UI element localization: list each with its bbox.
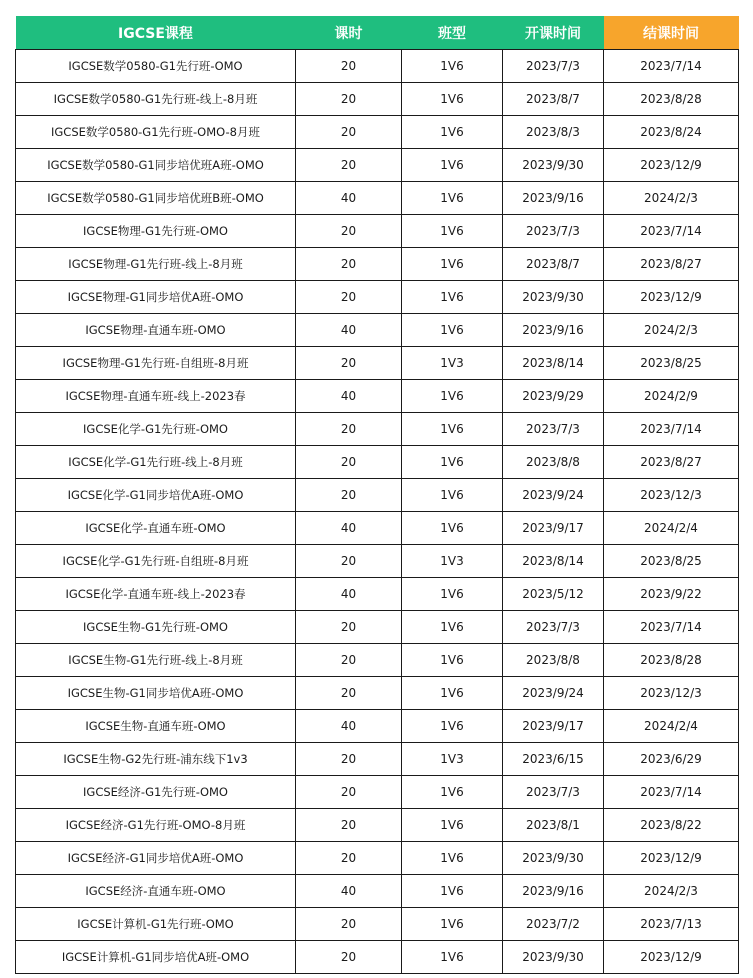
end-date-cell: 2023/7/14 [604, 776, 739, 809]
start-date-cell: 2023/8/8 [503, 446, 604, 479]
course-name-cell: IGCSE经济-G1同步培优A班-OMO [16, 842, 296, 875]
table-row [16, 743, 739, 776]
end-date-cell: 2023/7/14 [604, 50, 739, 83]
table-row [16, 479, 739, 512]
class-type-cell: 1V6 [402, 281, 503, 314]
course-name-cell: IGCSE物理-G1先行班-自组班-8月班 [16, 347, 296, 380]
table-row [16, 446, 739, 479]
start-date-cell: 2023/6/15 [503, 743, 604, 776]
hours-cell: 20 [296, 413, 402, 446]
hours-cell: 40 [296, 182, 402, 215]
end-date-cell: 2023/12/9 [604, 281, 739, 314]
start-date-cell: 2023/9/30 [503, 149, 604, 182]
course-name-cell: IGCSE化学-G1先行班-OMO [16, 413, 296, 446]
course-table [15, 16, 739, 974]
end-date-cell: 2024/2/4 [604, 512, 739, 545]
class-type-cell: 1V6 [402, 941, 503, 974]
end-date-cell: 2023/12/3 [604, 677, 739, 710]
start-date-cell: 2023/8/1 [503, 809, 604, 842]
start-date-cell: 2023/8/7 [503, 83, 604, 116]
table-row [16, 578, 739, 611]
table-header [16, 16, 739, 50]
table-row [16, 677, 739, 710]
hours-cell: 20 [296, 842, 402, 875]
hours-cell: 20 [296, 776, 402, 809]
header-class-type: 班型 [402, 16, 503, 50]
table-row [16, 842, 739, 875]
start-date-cell: 2023/8/14 [503, 545, 604, 578]
end-date-cell: 2024/2/3 [604, 314, 739, 347]
end-date-cell: 2023/12/3 [604, 479, 739, 512]
end-date-cell: 2023/6/29 [604, 743, 739, 776]
class-type-cell: 1V6 [402, 149, 503, 182]
end-date-cell: 2023/12/9 [604, 149, 739, 182]
class-type-cell: 1V6 [402, 875, 503, 908]
course-name-cell: IGCSE物理-G1先行班-线上-8月班 [16, 248, 296, 281]
hours-cell: 20 [296, 446, 402, 479]
hours-cell: 20 [296, 281, 402, 314]
table-row [16, 908, 739, 941]
start-date-cell: 2023/9/16 [503, 875, 604, 908]
end-date-cell: 2023/7/14 [604, 611, 739, 644]
header-row [16, 16, 739, 50]
end-date-cell: 2023/8/27 [604, 248, 739, 281]
hours-cell: 20 [296, 83, 402, 116]
class-type-cell: 1V6 [402, 578, 503, 611]
start-date-cell: 2023/7/3 [503, 611, 604, 644]
course-name-cell: IGCSE数学0580-G1同步培优班B班-OMO [16, 182, 296, 215]
end-date-cell: 2023/8/28 [604, 644, 739, 677]
table-row [16, 149, 739, 182]
class-type-cell: 1V6 [402, 116, 503, 149]
end-date-cell: 2023/9/22 [604, 578, 739, 611]
table-row [16, 611, 739, 644]
table-row [16, 215, 739, 248]
table-body [16, 50, 739, 974]
end-date-cell: 2023/7/14 [604, 413, 739, 446]
class-type-cell: 1V6 [402, 446, 503, 479]
header-course: IGCSE课程 [16, 16, 296, 50]
table-row [16, 182, 739, 215]
hours-cell: 40 [296, 875, 402, 908]
start-date-cell: 2023/7/2 [503, 908, 604, 941]
end-date-cell: 2024/2/3 [604, 875, 739, 908]
table-row [16, 347, 739, 380]
hours-cell: 20 [296, 116, 402, 149]
class-type-cell: 1V6 [402, 611, 503, 644]
hours-cell: 20 [296, 908, 402, 941]
course-name-cell: IGCSE经济-G1先行班-OMO [16, 776, 296, 809]
class-type-cell: 1V6 [402, 50, 503, 83]
end-date-cell: 2024/2/9 [604, 380, 739, 413]
start-date-cell: 2023/5/12 [503, 578, 604, 611]
table-row [16, 809, 739, 842]
course-name-cell: IGCSE化学-G1先行班-线上-8月班 [16, 446, 296, 479]
course-name-cell: IGCSE生物-G2先行班-浦东线下1v3 [16, 743, 296, 776]
course-name-cell: IGCSE经济-直通车班-OMO [16, 875, 296, 908]
course-name-cell: IGCSE化学-直通车班-线上-2023春 [16, 578, 296, 611]
hours-cell: 20 [296, 248, 402, 281]
end-date-cell: 2023/12/9 [604, 941, 739, 974]
hours-cell: 20 [296, 479, 402, 512]
hours-cell: 20 [296, 149, 402, 182]
table-row [16, 281, 739, 314]
hours-cell: 40 [296, 578, 402, 611]
end-date-cell: 2023/12/9 [604, 842, 739, 875]
start-date-cell: 2023/9/17 [503, 512, 604, 545]
class-type-cell: 1V6 [402, 413, 503, 446]
table-row [16, 83, 739, 116]
header-start-date: 开课时间 [503, 16, 604, 50]
table-row [16, 776, 739, 809]
class-type-cell: 1V6 [402, 644, 503, 677]
hours-cell: 20 [296, 809, 402, 842]
end-date-cell: 2023/8/28 [604, 83, 739, 116]
end-date-cell: 2023/8/25 [604, 545, 739, 578]
course-name-cell: IGCSE数学0580-G1先行班-OMO-8月班 [16, 116, 296, 149]
start-date-cell: 2023/9/16 [503, 182, 604, 215]
start-date-cell: 2023/9/30 [503, 842, 604, 875]
start-date-cell: 2023/7/3 [503, 215, 604, 248]
course-name-cell: IGCSE化学-直通车班-OMO [16, 512, 296, 545]
course-name-cell: IGCSE数学0580-G1同步培优班A班-OMO [16, 149, 296, 182]
course-name-cell: IGCSE物理-G1先行班-OMO [16, 215, 296, 248]
course-schedule [15, 16, 738, 974]
table-row [16, 941, 739, 974]
start-date-cell: 2023/7/3 [503, 776, 604, 809]
start-date-cell: 2023/9/30 [503, 941, 604, 974]
class-type-cell: 1V6 [402, 380, 503, 413]
table-row [16, 413, 739, 446]
start-date-cell: 2023/8/3 [503, 116, 604, 149]
end-date-cell: 2024/2/3 [604, 182, 739, 215]
table-row [16, 248, 739, 281]
course-name-cell: IGCSE物理-直通车班-OMO [16, 314, 296, 347]
hours-cell: 20 [296, 677, 402, 710]
start-date-cell: 2023/9/24 [503, 479, 604, 512]
class-type-cell: 1V6 [402, 776, 503, 809]
header-hours: 课时 [296, 16, 402, 50]
course-name-cell: IGCSE计算机-G1同步培优A班-OMO [16, 941, 296, 974]
start-date-cell: 2023/7/3 [503, 413, 604, 446]
course-name-cell: IGCSE生物-G1同步培优A班-OMO [16, 677, 296, 710]
class-type-cell: 1V6 [402, 908, 503, 941]
course-name-cell: IGCSE生物-G1先行班-OMO [16, 611, 296, 644]
start-date-cell: 2023/9/24 [503, 677, 604, 710]
hours-cell: 20 [296, 743, 402, 776]
end-date-cell: 2023/7/13 [604, 908, 739, 941]
table-row [16, 875, 739, 908]
table-row [16, 644, 739, 677]
class-type-cell: 1V6 [402, 710, 503, 743]
table-row [16, 50, 739, 83]
class-type-cell: 1V3 [402, 545, 503, 578]
course-name-cell: IGCSE经济-G1先行班-OMO-8月班 [16, 809, 296, 842]
course-name-cell: IGCSE生物-直通车班-OMO [16, 710, 296, 743]
class-type-cell: 1V6 [402, 512, 503, 545]
course-name-cell: IGCSE物理-G1同步培优A班-OMO [16, 281, 296, 314]
end-date-cell: 2023/8/22 [604, 809, 739, 842]
start-date-cell: 2023/8/7 [503, 248, 604, 281]
class-type-cell: 1V6 [402, 314, 503, 347]
hours-cell: 40 [296, 710, 402, 743]
start-date-cell: 2023/8/8 [503, 644, 604, 677]
course-name-cell: IGCSE化学-G1同步培优A班-OMO [16, 479, 296, 512]
end-date-cell: 2023/8/25 [604, 347, 739, 380]
course-name-cell: IGCSE生物-G1先行班-线上-8月班 [16, 644, 296, 677]
course-name-cell: IGCSE数学0580-G1先行班-OMO [16, 50, 296, 83]
course-name-cell: IGCSE数学0580-G1先行班-线上-8月班 [16, 83, 296, 116]
class-type-cell: 1V6 [402, 479, 503, 512]
start-date-cell: 2023/9/30 [503, 281, 604, 314]
end-date-cell: 2023/7/14 [604, 215, 739, 248]
start-date-cell: 2023/7/3 [503, 50, 604, 83]
hours-cell: 40 [296, 314, 402, 347]
hours-cell: 40 [296, 380, 402, 413]
table-row [16, 512, 739, 545]
hours-cell: 20 [296, 545, 402, 578]
class-type-cell: 1V6 [402, 83, 503, 116]
start-date-cell: 2023/9/16 [503, 314, 604, 347]
hours-cell: 20 [296, 215, 402, 248]
hours-cell: 20 [296, 50, 402, 83]
end-date-cell: 2024/2/4 [604, 710, 739, 743]
start-date-cell: 2023/9/17 [503, 710, 604, 743]
header-end-date: 结课时间 [604, 16, 739, 50]
class-type-cell: 1V3 [402, 743, 503, 776]
start-date-cell: 2023/9/29 [503, 380, 604, 413]
table-row [16, 116, 739, 149]
end-date-cell: 2023/8/24 [604, 116, 739, 149]
class-type-cell: 1V6 [402, 677, 503, 710]
class-type-cell: 1V6 [402, 842, 503, 875]
table-row [16, 314, 739, 347]
table-row [16, 710, 739, 743]
start-date-cell: 2023/8/14 [503, 347, 604, 380]
hours-cell: 20 [296, 347, 402, 380]
end-date-cell: 2023/8/27 [604, 446, 739, 479]
course-name-cell: IGCSE物理-直通车班-线上-2023春 [16, 380, 296, 413]
course-name-cell: IGCSE化学-G1先行班-自组班-8月班 [16, 545, 296, 578]
hours-cell: 20 [296, 941, 402, 974]
hours-cell: 40 [296, 512, 402, 545]
class-type-cell: 1V6 [402, 215, 503, 248]
table-row [16, 380, 739, 413]
hours-cell: 20 [296, 644, 402, 677]
course-name-cell: IGCSE计算机-G1先行班-OMO [16, 908, 296, 941]
hours-cell: 20 [296, 611, 402, 644]
class-type-cell: 1V6 [402, 809, 503, 842]
class-type-cell: 1V6 [402, 182, 503, 215]
class-type-cell: 1V6 [402, 248, 503, 281]
table-row [16, 545, 739, 578]
class-type-cell: 1V3 [402, 347, 503, 380]
